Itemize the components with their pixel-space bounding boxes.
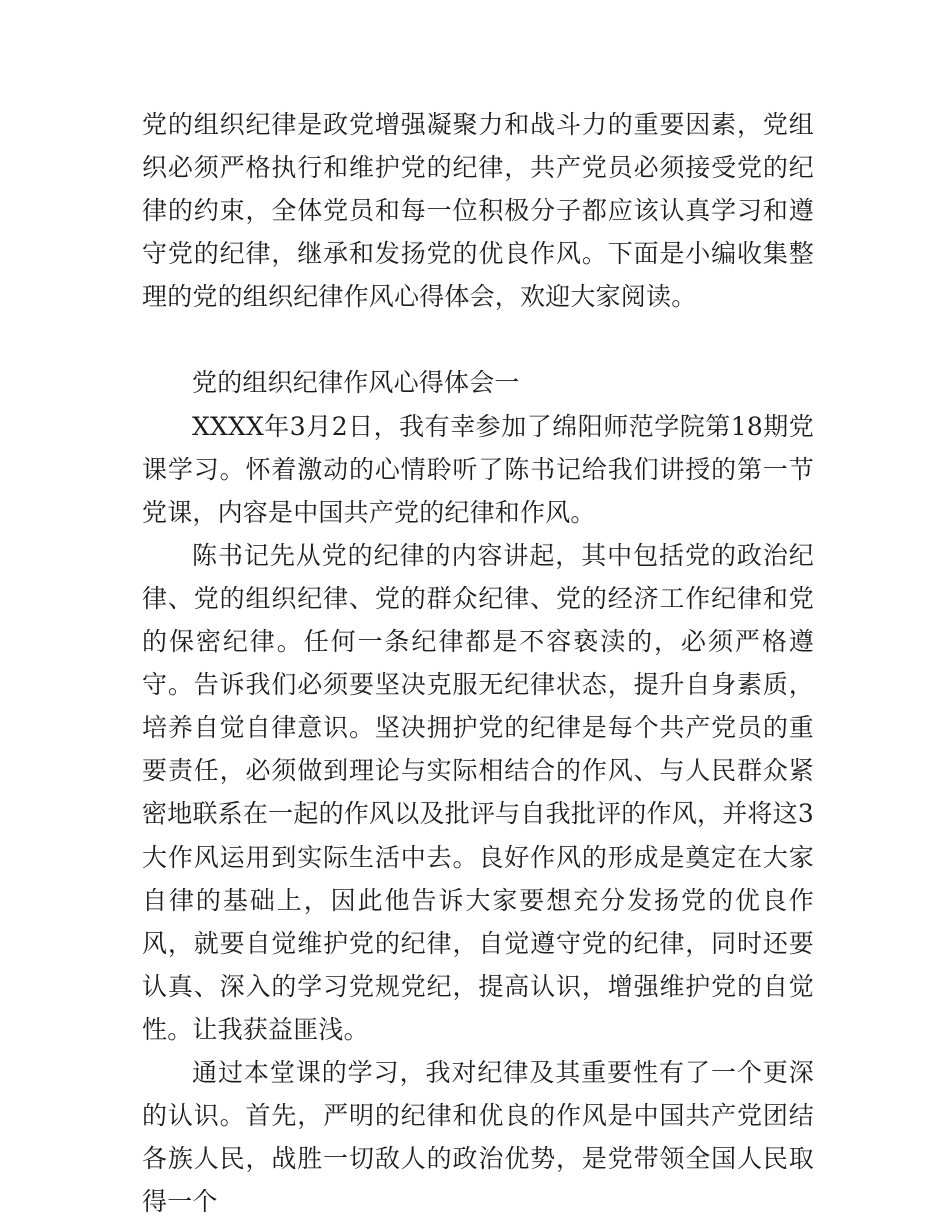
intro-paragraph: 党的组织纪律是政党增强凝聚力和战斗力的重要因素，党组织必须严格执行和维护党的纪律，共产党员必须接受党的纪律的约束，全体党员和每一位积极分子都应该认真学习和遵守党的纪律，继承和发扬党的优良作风。下面是小编收集整理的党的组织纪律作风心得体会，欢迎大家阅读。 [142, 110, 814, 312]
body-paragraph: 陈书记先从党的纪律的内容讲起，其中包括党的政治纪律、党的组织纪律、党的群众纪律、党的经济工作纪律和党的保密纪律。任何一条纪律都是不容亵渎的，必须严格遵守。告诉我们必须要坚决克服无纪律状态，提升自身素质，培养自觉自律意识。坚决拥护党的纪律是每个共产党员的重要责任，必须做到理论与实际相结合的作风、与人民群众紧密地联系在一起的作风以及批评与自我批评的作风，并将这3大作风运用到实际生活中去。良好作风的形成是奠定在大家自律的基础上，因此他告诉大家要想充分发扬党的优良作风，就要自觉维护党的纪律，自觉遵守党的纪律，同时还要认真、深入的学习党规党纪，提高认识，增强维护党的自觉性。让我获益匪浅。 [142, 540, 814, 1044]
body-paragraph: XXXX年3月2日，我有幸参加了绵阳师范学院第18期党课学习。怀着激动的心情聆听了陈书记给我们讲授的第一节党课，内容是中国共产党的纪律和作风。 [142, 411, 814, 527]
section-title: 党的组织纪律作风心得体会一 [192, 368, 520, 398]
document-body [142, 103, 814, 1223]
body-paragraph: 通过本堂课的学习，我对纪律及其重要性有了一个更深的认识。首先，严明的纪律和优良的作风是中国共产党团结各族人民，战胜一切敌人的政治优势，是党带领全国人民取得一个 [142, 1057, 814, 1217]
